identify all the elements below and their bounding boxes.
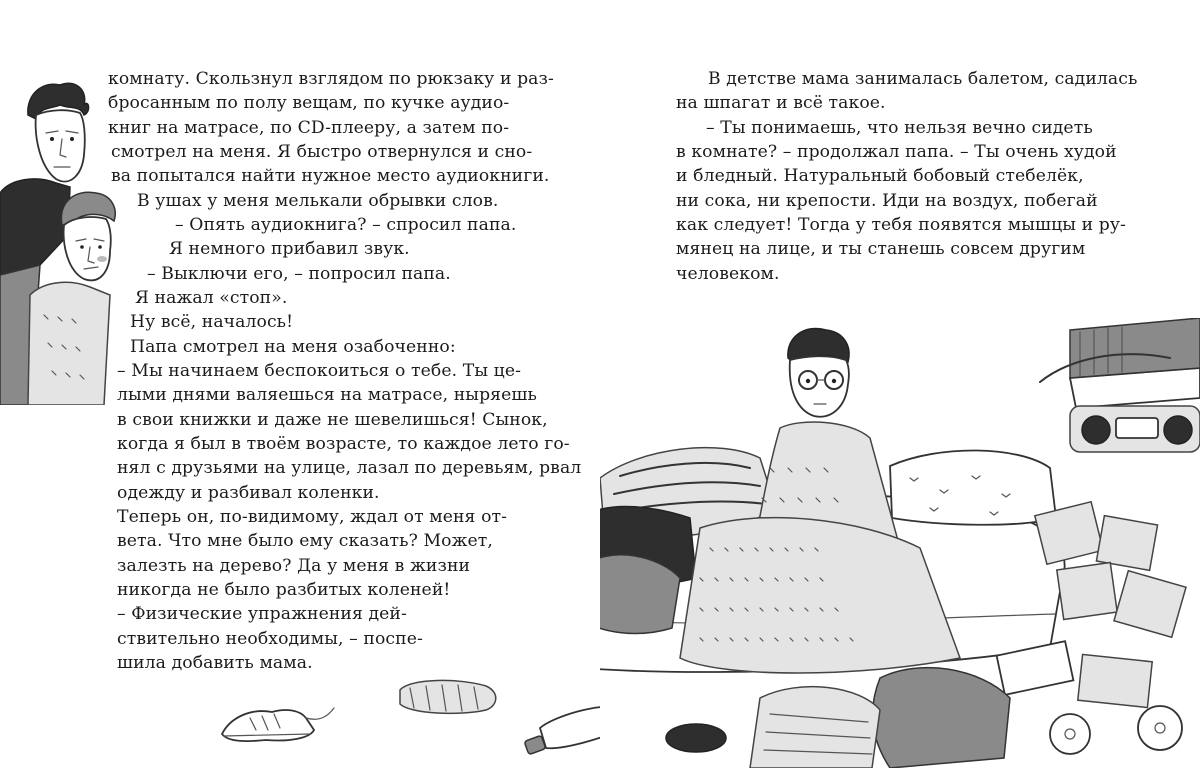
text-line: ни сока, ни крепости. Иди на воздух, побегай [676, 191, 1098, 211]
text-line: залезть на дерево? Да у меня в жизни [117, 556, 471, 576]
text-line: Я нажал «стоп». [135, 288, 288, 308]
text-line: – Ты понимаешь, что нельзя вечно сидеть [706, 118, 1093, 138]
right-page [600, 0, 1200, 769]
text-line: В ушах у меня мелькали обрывки слов. [137, 191, 499, 211]
text-line: – Опять аудиокнига? – спросил папа. [175, 215, 517, 235]
text-line: Я немного прибавил звук. [169, 239, 410, 259]
text-line: бросанным по полу вещам, по кучке аудио- [108, 93, 510, 113]
boy-on-mattress-illustration [600, 318, 1200, 768]
parents-illustration [0, 75, 120, 405]
text-line: Теперь он, по-видимому, ждал от меня от- [117, 507, 508, 527]
text-line: в комнате? – продолжал папа. – Ты очень худой [676, 142, 1117, 162]
text-line: ствительно необходимы, – поспе- [117, 629, 423, 649]
text-line: на шпагат и всё такое. [676, 93, 886, 113]
text-line: шила добавить мама. [117, 653, 313, 673]
text-line: комнату. Скользнул взглядом по рюкзаку и раз- [108, 69, 554, 89]
text-line: – Мы начинаем беспокоиться о тебе. Ты це- [117, 361, 521, 381]
text-line: В детстве мама занималась балетом, садилась [708, 69, 1138, 89]
text-line: мянец на лице, и ты станешь совсем другим [676, 239, 1086, 259]
text-line: нял с друзьями на улице, лазал по деревьям, рвал [117, 458, 582, 478]
text-line: ва попытался найти нужное место аудиокниги. [111, 166, 550, 186]
text-line: в свои книжки и даже не шевелишься! Сынок, [117, 410, 548, 430]
text-line: человеком. [676, 264, 780, 284]
text-line: – Выключи его, – попросил папа. [147, 264, 451, 284]
text-line: лыми днями валяешься на матрасе, ныряешь [117, 385, 537, 405]
text-line: – Физические упражнения дей- [117, 604, 407, 624]
text-line: смотрел на меня. Я быстро отвернулся и сно- [111, 142, 533, 162]
text-line: Ну всё, началось! [130, 312, 294, 332]
text-line: как следует! Тогда у тебя появятся мышцы и ру- [676, 215, 1126, 235]
floor-items-illustration [210, 668, 600, 763]
text-line: и бледный. Натуральный бобовый стебелёк, [676, 166, 1084, 186]
text-line: книг на матрасе, по CD-плееру, а затем по- [108, 118, 510, 138]
text-line: Папа смотрел на меня озабоченно: [130, 337, 456, 357]
text-line: вета. Что мне было ему сказать? Может, [117, 531, 493, 551]
text-line: никогда не было разбитых коленей! [117, 580, 451, 600]
text-line: одежду и разбивал коленки. [117, 483, 380, 503]
text-line: когда я был в твоём возрасте, то каждое лето го- [117, 434, 570, 454]
